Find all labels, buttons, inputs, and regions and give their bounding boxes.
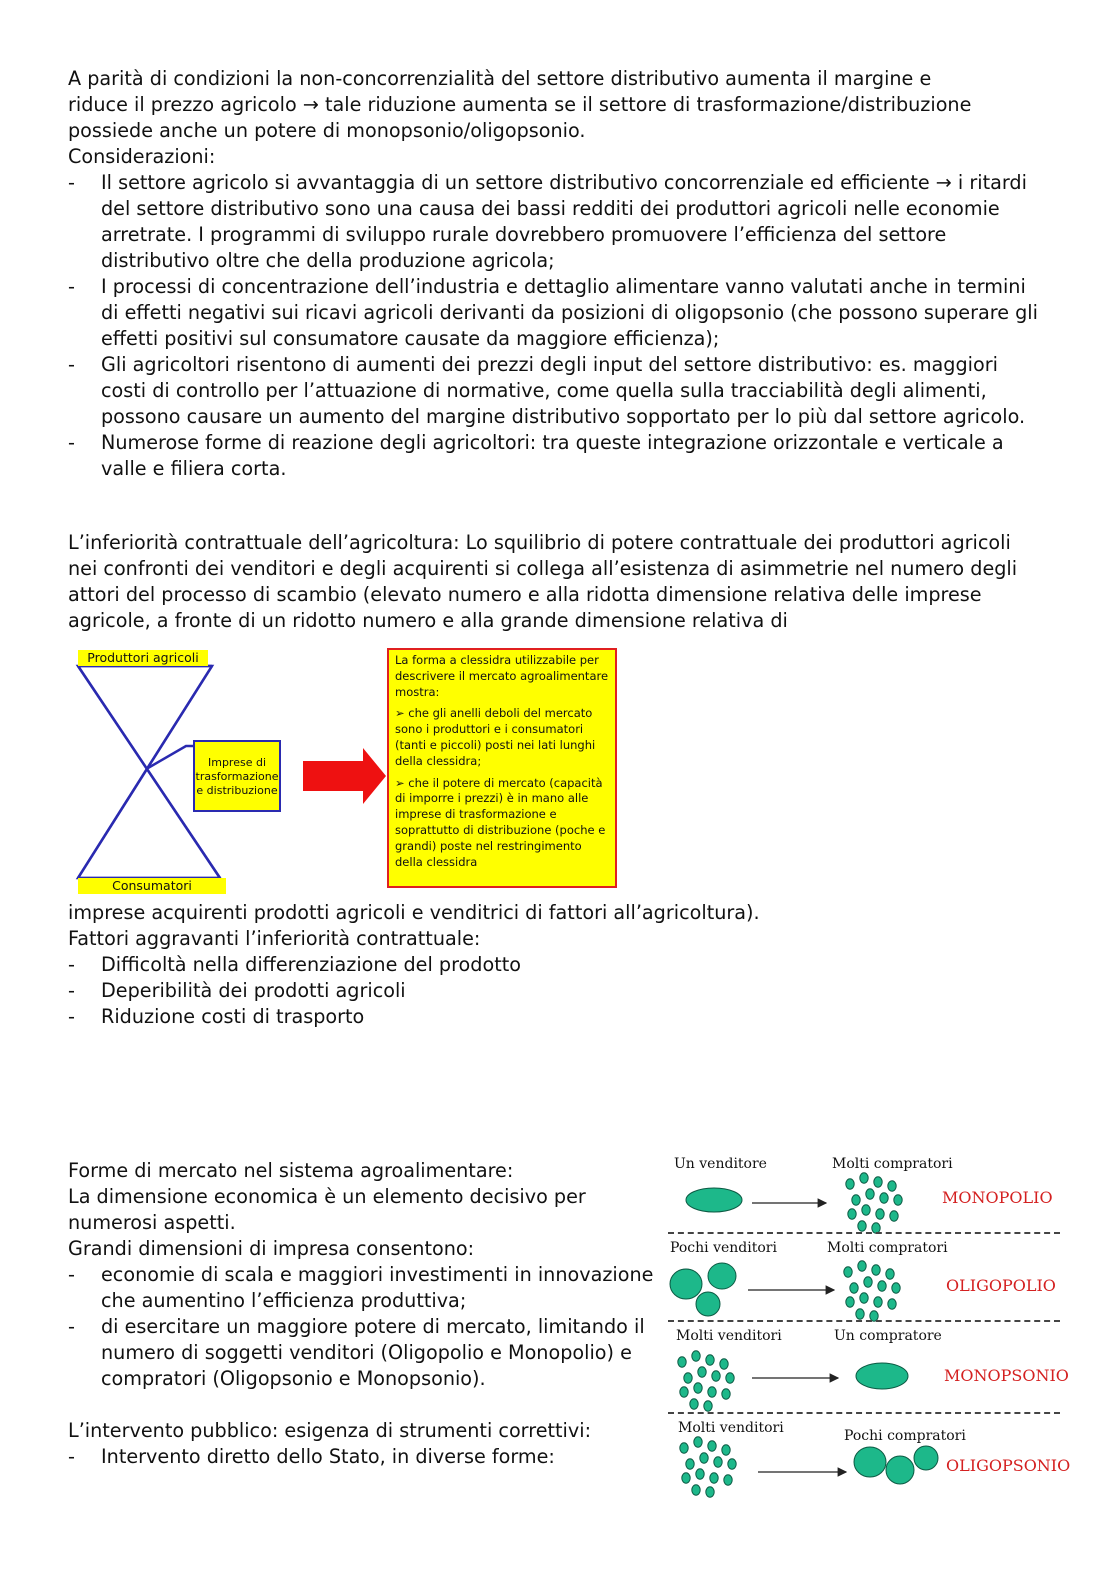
buyer-small-dot	[844, 1267, 852, 1277]
seller-small-dot	[694, 1383, 702, 1393]
seller-small-dot	[714, 1457, 722, 1467]
buyer-medium-dot	[854, 1447, 886, 1477]
inferiorita-paragraph: L’inferiorità contrattuale dell’agricoltura: Lo squilibrio di potere contrattuale dei produttori agricoli nei confronti dei venditori e degli acquirenti si collega all’esistenza di asimmetrie nel numero degli attori del processo di scambio (elevato numero e alla ridotta dimensione relativa delle imprese agricole, a fronte di un ridotto numero e alla grande dimensione relativa di	[68, 531, 1018, 632]
note-point-1: ➢ che gli anelli deboli del mercato sono i produttori e i consumatori (tanti e piccoli) posti nei lati lunghi della clessidra;	[395, 706, 596, 768]
buyer-small-dot	[892, 1283, 900, 1293]
note-intro: La forma a clessidra utilizzabile per descrivere il mercato agroalimentare mostra:	[395, 653, 609, 699]
intro-line-2: riduce il prezzo agricolo → tale riduzione aumenta se il settore di trasformazione/distribuzione	[68, 93, 972, 116]
seller-small-dot	[698, 1367, 706, 1377]
seller-small-dot	[710, 1473, 718, 1483]
list-item: - Difficoltà nella differenziazione del prodotto	[68, 952, 968, 978]
buyer-small-dot	[858, 1221, 866, 1231]
seller-small-dot	[722, 1445, 730, 1455]
seller-small-dot	[728, 1459, 736, 1469]
seller-medium-dot	[670, 1269, 702, 1299]
forme-section	[68, 1158, 654, 1470]
imprese-box: Imprese di trasformazione e distribuzione	[193, 740, 281, 812]
separator	[668, 1412, 1060, 1414]
seller-medium-dot	[696, 1292, 720, 1316]
clessidra-note-box	[387, 648, 617, 888]
list-item: - Riduzione costi di trasporto	[68, 1004, 968, 1030]
fattori-list	[68, 952, 968, 1030]
seller-small-dot	[706, 1355, 714, 1365]
monopolio-label: MONOPOLIO	[942, 1188, 1053, 1207]
list-item: - economie di scala e maggiori investimenti in innovazione che aumentino l’efficienza produttiva;	[68, 1262, 654, 1314]
list-item: - Gli agricoltori risentono di aumenti dei prezzi degli input del settore distributivo: es. maggiori costi di controllo per l’attuazione di normative, come quella sulla tracciabilità degli alimenti, possono causare un aumento del margine distributivo sopportato per lo più dal settore agricolo.	[68, 352, 1038, 430]
seller-small-dot	[682, 1473, 690, 1483]
buyer-small-dot	[850, 1283, 858, 1293]
seller-small-dot	[706, 1487, 714, 1497]
row4-right-label: Pochi compratori	[844, 1428, 966, 1444]
seller-small-dot	[694, 1437, 702, 1447]
buyer-small-dot	[874, 1297, 882, 1307]
seller-small-dot	[712, 1371, 720, 1381]
seller-small-dot	[692, 1351, 700, 1361]
buyer-small-dot	[862, 1205, 870, 1215]
seller-small-dot	[690, 1399, 698, 1409]
seller-large-dot	[686, 1188, 742, 1212]
seller-small-dot	[700, 1453, 708, 1463]
row2-right-label: Molti compratori	[827, 1240, 948, 1256]
seller-medium-dot	[708, 1263, 736, 1289]
row2-left-label: Pochi venditori	[670, 1240, 777, 1256]
monopsonio-label: MONOPSONIO	[944, 1366, 1069, 1385]
fattori-heading: Fattori aggravanti l’inferiorità contrattuale:	[68, 927, 481, 950]
buyer-small-dot	[856, 1309, 864, 1319]
row3-left-label: Molti venditori	[676, 1328, 782, 1344]
oligopsonio-label: OLIGOPSONIO	[946, 1456, 1071, 1475]
row4-left-label: Molti venditori	[678, 1420, 784, 1436]
buyer-small-dot	[876, 1209, 884, 1219]
seller-small-dot	[686, 1459, 694, 1469]
buyer-small-dot	[880, 1193, 888, 1203]
intro-line-1: A parità di condizioni la non-concorrenzialità del settore distributivo aumenta il margine e	[68, 67, 932, 90]
separator	[668, 1320, 1060, 1322]
buyer-small-dot	[866, 1189, 874, 1199]
buyer-small-dot	[864, 1277, 872, 1287]
buyer-small-dot	[890, 1211, 898, 1221]
forme-title: Forme di mercato nel sistema agroalimentare:	[68, 1159, 514, 1182]
market-forms-diagram	[662, 1150, 1072, 1500]
seller-small-dot	[708, 1387, 716, 1397]
seller-small-dot	[696, 1469, 704, 1479]
buyer-small-dot	[888, 1181, 896, 1191]
bottom-label: Consumatori	[78, 878, 226, 894]
list-item: - Numerose forme di reazione degli agricoltori: tra queste integrazione orizzontale e verticale a valle e filiera corta.	[68, 430, 1038, 482]
buyer-small-dot	[872, 1265, 880, 1275]
seller-small-dot	[684, 1373, 692, 1383]
seller-small-dot	[680, 1387, 688, 1397]
row1-left-label: Un venditore	[674, 1156, 767, 1172]
intro-line-3: possiede anche un potere di monopsonio/oligopsonio.	[68, 119, 586, 142]
seller-small-dot	[678, 1357, 686, 1367]
row1-right-label: Molti compratori	[832, 1156, 953, 1172]
considerazioni-list	[68, 170, 1038, 482]
seller-small-dot	[680, 1443, 688, 1453]
list-item: - Deperibilità dei prodotti agricoli	[68, 978, 968, 1004]
list-item: - Intervento diretto dello Stato, in diverse forme:	[68, 1444, 654, 1470]
buyer-small-dot	[858, 1261, 866, 1271]
buyer-small-dot	[894, 1195, 902, 1205]
buyer-medium-dot	[886, 1456, 914, 1484]
top-label: Produttori agricoli	[78, 650, 208, 666]
buyer-large-dot	[856, 1363, 908, 1389]
buyer-small-dot	[888, 1299, 896, 1309]
buyer-small-dot	[860, 1173, 868, 1183]
row3-right-label: Un compratore	[834, 1328, 942, 1344]
seller-small-dot	[704, 1401, 712, 1411]
buyer-small-dot	[874, 1177, 882, 1187]
seller-small-dot	[692, 1485, 700, 1495]
forme-p1: La dimensione economica è un elemento decisivo per numerosi aspetti.	[68, 1185, 586, 1234]
red-arrow-icon	[303, 748, 386, 804]
intervento-title: L’intervento pubblico: esigenza di strumenti correttivi:	[68, 1419, 592, 1442]
buyer-small-dot	[878, 1281, 886, 1291]
seller-small-dot	[720, 1359, 728, 1369]
separator	[668, 1232, 1060, 1234]
considerazioni-heading: Considerazioni:	[68, 145, 216, 168]
note-point-2: ➢ che il potere di mercato (capacità di imporre i prezzi) è in mano alle imprese di trasformazione e soprattutto di distribuzione (poche e grandi) poste nel restringimento della clessidra	[395, 775, 606, 869]
list-item: - Il settore agricolo si avvantaggia di un settore distributivo concorrenziale ed efficiente → i ritardi del settore distributivo sono una causa dei bassi redditi dei produttori agricoli nelle economie arretrate. I programmi di sviluppo rurale dovrebbero promuovere l’efficienza del settore distributivo oltre che della produzione agricola;	[68, 170, 1038, 274]
buyer-small-dot	[886, 1269, 894, 1279]
buyer-small-dot	[846, 1179, 854, 1189]
seller-small-dot	[724, 1475, 732, 1485]
buyer-medium-dot	[914, 1446, 938, 1470]
seller-small-dot	[726, 1373, 734, 1383]
seller-small-dot	[708, 1441, 716, 1451]
buyer-small-dot	[852, 1195, 860, 1205]
list-item: - I processi di concentrazione dell’industria e dettaglio alimentare vanno valutati anche in termini di effetti negativi sui ricavi agricoli derivanti da posizioni di oligopsonio (che possono superare gli effetti positivi sul consumatore causate da maggiore efficienza);	[68, 274, 1038, 352]
buyer-small-dot	[860, 1293, 868, 1303]
buyer-small-dot	[848, 1209, 856, 1219]
inferiorita-continuation: imprese acquirenti prodotti agricoli e venditrici di fattori all’agricoltura).	[68, 901, 760, 924]
list-item: - di esercitare un maggiore potere di mercato, limitando il numero di soggetti venditori (Oligopolio e Monopolio) e compratori (Oligopsonio e Monopsonio).	[68, 1314, 654, 1392]
forme-p2: Grandi dimensioni di impresa consentono:	[68, 1237, 475, 1260]
oligopolio-label: OLIGOPOLIO	[946, 1276, 1056, 1295]
seller-small-dot	[722, 1389, 730, 1399]
buyer-small-dot	[846, 1297, 854, 1307]
